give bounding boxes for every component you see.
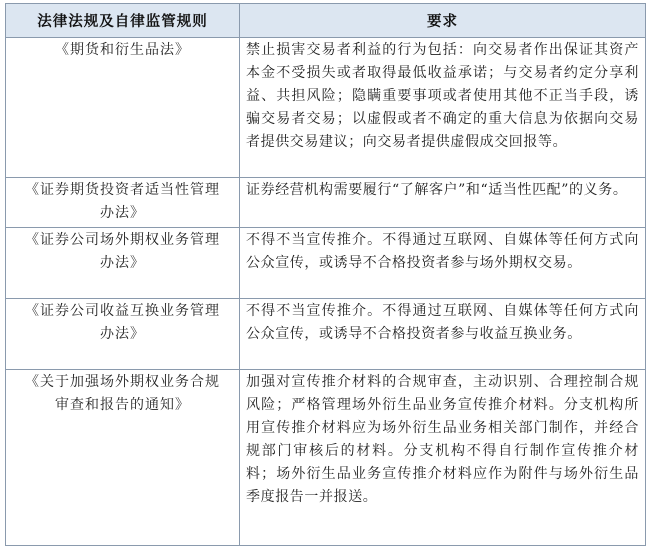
header-law: 法律法规及自律监管规则: [6, 4, 240, 38]
requirement-text: 不得不当宣传推介。不得通过互联网、自媒体等任何方式向公众宣传，或诱导不合格投资者参与场外期权交易。: [240, 228, 646, 299]
regulation-table: [5, 3, 646, 546]
law-name: 《关于加强场外期权业务合规审查和报告的通知》: [6, 370, 240, 546]
table-row: [6, 38, 646, 178]
law-name: 《证券期货投资者适当性管理办法》: [6, 178, 240, 228]
requirement-text: 禁止损害交易者利益的行为包括：向交易者作出保证其资产本金不受损失或者取得最低收益承诺；与交易者约定分享利益、共担风险；隐瞒重要事项或者使用其他不正当手段，诱骗交易者交易；以虚假或者不确定的重大信息为依据向交易者提供交易建议；向交易者提供虚假成交回报等。: [240, 38, 646, 178]
table-row: [6, 299, 646, 370]
requirement-text: 证券经营机构需要履行“了解客户”和“适当性匹配”的义务。: [240, 178, 646, 228]
law-name: 《期货和衍生品法》: [6, 38, 240, 178]
table-row: [6, 228, 646, 299]
law-name: 《证券公司收益互换业务管理办法》: [6, 299, 240, 370]
table-header-row: [6, 4, 646, 38]
requirement-text: 加强对宣传推介材料的合规审查，主动识别、合理控制合规风险；严格管理场外衍生品业务宣传推介材料。分支机构所用宣传推介材料应为场外衍生品业务相关部门制作，并经合规部门审核后的材料。分支机构不得自行制作宣传推介材料；场外衍生品业务宣传推介材料应作为附件与场外衍生品季度报告一并报送。: [240, 370, 646, 546]
header-requirement: 要求: [240, 4, 646, 38]
table-row: [6, 178, 646, 228]
law-name: 《证券公司场外期权业务管理办法》: [6, 228, 240, 299]
regulation-table-container: [5, 3, 645, 542]
table-row: [6, 370, 646, 546]
requirement-text: 不得不当宣传推介。不得通过互联网、自媒体等任何方式向公众宣传，或诱导不合格投资者参与收益互换业务。: [240, 299, 646, 370]
